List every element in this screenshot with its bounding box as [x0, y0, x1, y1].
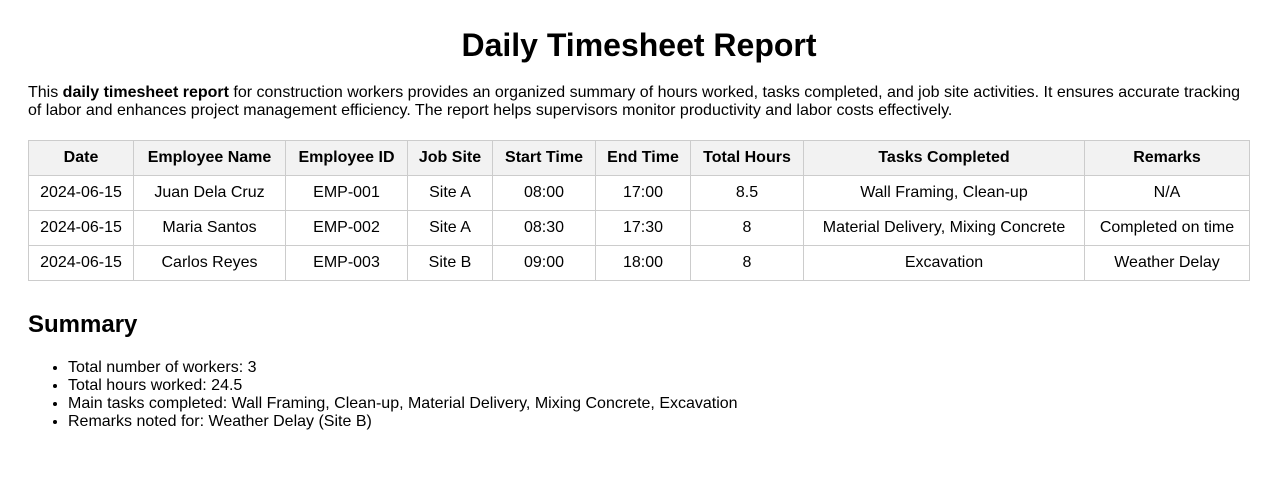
intro-bold: daily timesheet report — [62, 84, 229, 101]
cell-employee-id: EMP-001 — [286, 176, 408, 211]
cell-end-time: 17:30 — [596, 211, 691, 246]
cell-remarks: Weather Delay — [1085, 246, 1250, 281]
cell-date: 2024-06-15 — [29, 246, 134, 281]
header-employee-name: Employee Name — [134, 141, 286, 176]
summary-heading: Summary — [28, 311, 138, 338]
header-job-site: Job Site — [408, 141, 493, 176]
cell-employee-name: Maria Santos — [134, 211, 286, 246]
cell-tasks-completed: Wall Framing, Clean-up — [804, 176, 1085, 211]
cell-total-hours: 8 — [691, 246, 804, 281]
page-title: Daily Timesheet Report — [461, 27, 817, 63]
cell-date: 2024-06-15 — [29, 211, 134, 246]
header-total-hours: Total Hours — [691, 141, 804, 176]
list-item: • Remarks noted for: Weather Delay (Site B) — [68, 413, 1250, 431]
cell-total-hours: 8.5 — [691, 176, 804, 211]
cell-start-time: 09:00 — [493, 246, 596, 281]
table-row — [29, 246, 1250, 281]
table-row — [29, 211, 1250, 246]
cell-job-site: Site A — [408, 176, 493, 211]
cell-job-site: Site B — [408, 246, 493, 281]
cell-job-site: Site A — [408, 211, 493, 246]
header-end-time: End Time — [596, 141, 691, 176]
cell-employee-id: EMP-002 — [286, 211, 408, 246]
cell-employee-name: Carlos Reyes — [134, 246, 286, 281]
cell-date: 2024-06-15 — [29, 176, 134, 211]
cell-end-time: 17:00 — [596, 176, 691, 211]
cell-employee-id: EMP-003 — [286, 246, 408, 281]
cell-tasks-completed: Excavation — [804, 246, 1085, 281]
cell-start-time: 08:30 — [493, 211, 596, 246]
cell-end-time: 18:00 — [596, 246, 691, 281]
intro-paragraph — [28, 84, 1250, 120]
table-header-row — [29, 141, 1250, 176]
intro-lead: This — [28, 84, 63, 101]
header-tasks-completed: Tasks Completed — [804, 141, 1085, 176]
cell-remarks: Completed on time — [1085, 211, 1250, 246]
timesheet-table — [28, 140, 1250, 281]
list-item: • Total hours worked: 24.5 — [68, 377, 1250, 395]
list-item: • Total number of workers: 3 — [68, 359, 1250, 377]
table-row — [29, 176, 1250, 211]
list-item: • Main tasks completed: Wall Framing, Clean-up, Material Delivery, Mixing Concrete, Excavation — [68, 395, 1250, 413]
header-date: Date — [29, 141, 134, 176]
header-start-time: Start Time — [493, 141, 596, 176]
cell-employee-name: Juan Dela Cruz — [134, 176, 286, 211]
cell-total-hours: 8 — [691, 211, 804, 246]
cell-tasks-completed: Material Delivery, Mixing Concrete — [804, 211, 1085, 246]
cell-remarks: N/A — [1085, 176, 1250, 211]
intro-rest: for construction workers provides an organized summary of hours worked, tasks completed, and job site activities. It ensures accurate tracking of labor and enhances project management efficiency. The report helps supervisors monitor productivity and labor costs effectively. — [28, 84, 1241, 119]
cell-start-time: 08:00 — [493, 176, 596, 211]
header-remarks: Remarks — [1085, 141, 1250, 176]
header-employee-id: Employee ID — [286, 141, 408, 176]
summary-list — [28, 359, 1250, 431]
